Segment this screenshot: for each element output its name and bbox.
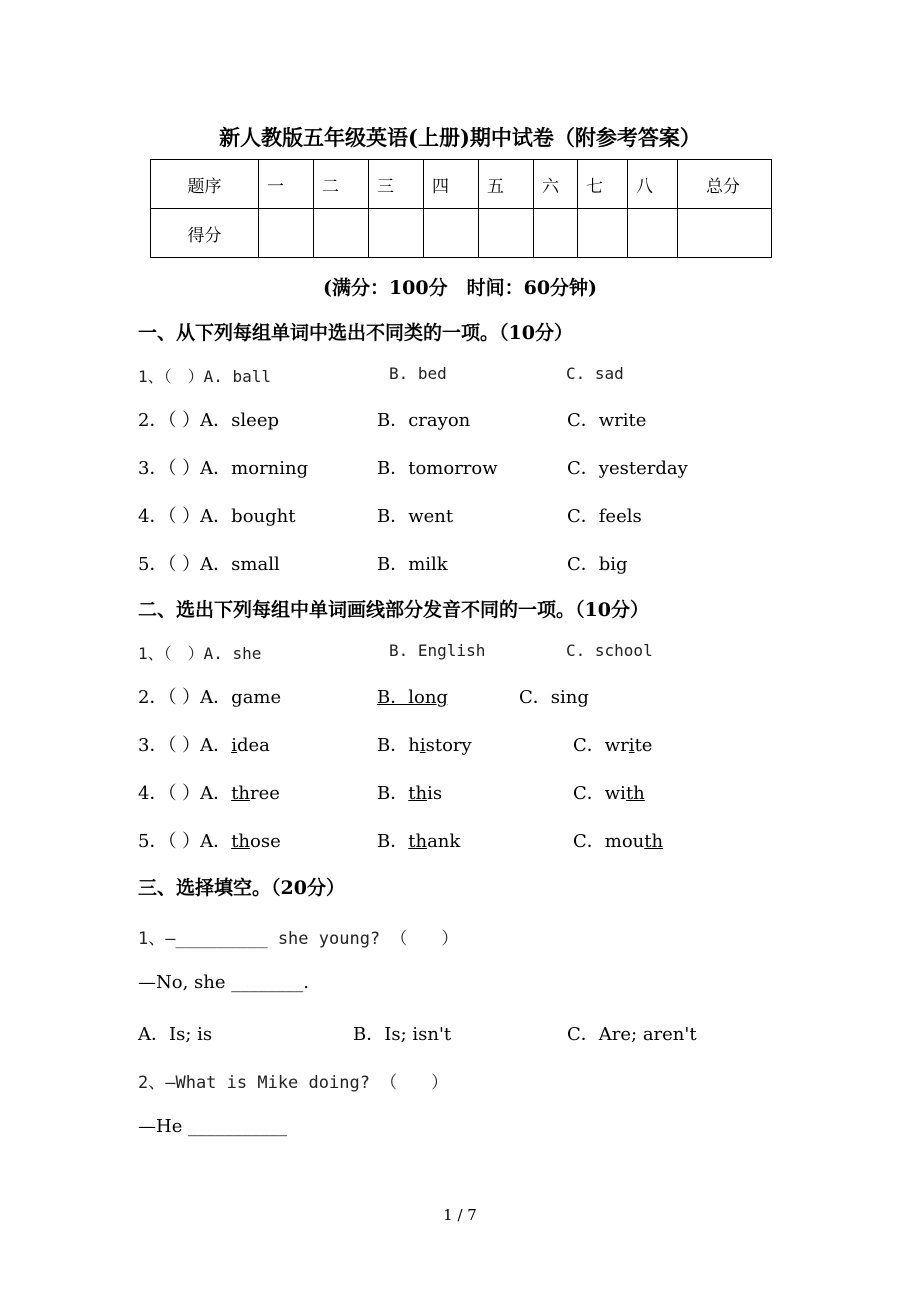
s2-q4-a-underline: th <box>231 783 251 804</box>
exam-meta: (满分：100分 时间：60分钟) <box>322 277 598 299</box>
s2-q4-b-post: is <box>427 783 443 804</box>
s1-q3-a: 3．（ ）A．morning <box>138 458 309 479</box>
s2-q5-c <box>573 827 663 853</box>
s2-q1-a: 1、（ ）A. she <box>138 644 262 663</box>
score-header-cell: 八 <box>628 160 678 209</box>
s2-q2-c: C．sing <box>519 687 589 708</box>
s1-q5-c: C．big <box>567 554 628 575</box>
score-input-cell[interactable] <box>369 209 424 258</box>
s2-q5-a-pre: 5．（ ）A． <box>138 831 232 852</box>
s2-q2-b <box>377 683 448 709</box>
score-table <box>150 159 772 258</box>
s2-q3-a-pre: 3．（ ）A． <box>138 735 232 756</box>
s2-q4-c <box>573 779 645 805</box>
s2-q5-a <box>138 827 281 853</box>
s2-q4-a-pre: 4．（ ）A． <box>138 783 232 804</box>
s2-q3-b <box>377 731 472 757</box>
score-header-cell: 四 <box>424 160 479 209</box>
s3-q2-answer-line: —He ___________ <box>138 1116 288 1137</box>
section-3-heading: 三、选择填空。（20分） <box>138 877 345 899</box>
s1-q2-a: 2．（ ）A．sleep <box>138 410 279 431</box>
score-input-cell[interactable] <box>578 209 628 258</box>
score-input-cell[interactable] <box>628 209 678 258</box>
score-input-cell[interactable] <box>424 209 479 258</box>
s2-q1-c: C. school <box>566 641 653 660</box>
score-row-label: 得分 <box>151 209 259 258</box>
s3-q1-option-b: B．Is; isn't <box>353 1024 452 1045</box>
score-header-cell: 七 <box>578 160 628 209</box>
s2-q4-b-pre: B． <box>377 783 409 804</box>
score-input-cell[interactable] <box>534 209 578 258</box>
s2-q5-c-pre: C．mou <box>573 831 645 852</box>
s2-q2-a: 2．（ ）A．game <box>138 687 282 708</box>
s2-q3-b-post: story <box>425 735 472 756</box>
score-header-cell: 五 <box>479 160 534 209</box>
s2-q5-a-underline: th <box>231 831 251 852</box>
s2-q5-c-underline: th <box>644 831 664 852</box>
s1-q2-b: B．crayon <box>377 410 471 431</box>
s1-q3-b: B．tomorrow <box>377 458 498 479</box>
s2-q5-b <box>377 827 460 853</box>
s2-q5-b-post: ank <box>427 831 461 852</box>
s3-q1-answer-line: —No, she ________. <box>138 972 309 993</box>
s2-q4-c-pre: C．wi <box>573 783 626 804</box>
s1-q1-a: 1、（ ）A. ball <box>138 367 272 386</box>
s2-q3-a-underline: i <box>231 735 237 756</box>
s2-q3-c <box>573 731 652 757</box>
score-header-cell: 二 <box>314 160 369 209</box>
score-header-cell: 六 <box>534 160 578 209</box>
s2-q5-a-post: ose <box>250 831 281 852</box>
s2-q3-c-pre: C．wr <box>573 735 629 756</box>
s3-q1-question: 1、—_________ she young? （ ） <box>138 929 459 949</box>
s2-q3-a-post: dea <box>236 735 270 756</box>
score-table-score-row <box>151 209 772 258</box>
score-header-cell: 总分 <box>678 160 772 209</box>
s2-q3-c-post: te <box>634 735 653 756</box>
s3-q1-option-a: A．Is; is <box>138 1024 213 1045</box>
s3-q2-question: 2、—What is Mike doing? （ ） <box>138 1073 449 1093</box>
section-1-heading: 一、从下列每组单词中选出不同类的一项。（10分） <box>138 322 573 344</box>
s1-q5-b: B．milk <box>377 554 448 575</box>
s1-q5-a: 5．（ ）A．small <box>138 554 280 575</box>
s2-q2-b-text: B．long <box>377 687 448 708</box>
s1-q4-b: B．went <box>377 506 454 527</box>
s1-q4-c: C．feels <box>567 506 642 527</box>
s2-q4-c-underline: th <box>625 783 645 804</box>
page-number: 1 / 7 <box>443 1206 477 1224</box>
s2-q4-b-underline: th <box>408 783 428 804</box>
s2-q4-a <box>138 779 280 805</box>
s2-q3-a <box>138 731 270 757</box>
s1-q3-c: C．yesterday <box>567 458 688 479</box>
s2-q4-a-post: ree <box>250 783 280 804</box>
s2-q4-b <box>377 779 442 805</box>
s1-q1-c: C. sad <box>566 364 624 383</box>
score-header-cell: 三 <box>369 160 424 209</box>
s2-q5-b-underline: th <box>408 831 428 852</box>
score-header-cell: 一 <box>259 160 314 209</box>
page-title: 新人教版五年级英语(上册)期中试卷（附参考答案） <box>219 125 701 150</box>
s2-q3-c-underline: i <box>628 735 635 756</box>
score-header-cell: 题序 <box>151 160 259 209</box>
score-input-cell[interactable] <box>314 209 369 258</box>
s3-q1-option-c: C．Are; aren't <box>567 1024 697 1045</box>
section-2-heading: 二、选出下列每组中单词画线部分发音不同的一项。（10分） <box>138 599 649 621</box>
s2-q3-b-pre: B．h <box>377 735 420 756</box>
s1-q1-b: B. bed <box>389 364 447 383</box>
s2-q5-b-pre: B． <box>377 831 409 852</box>
s2-q3-b-underline: i <box>419 735 426 756</box>
s1-q4-a: 4．（ ）A．bought <box>138 506 296 527</box>
s1-q2-c: C．write <box>567 410 647 431</box>
score-table-header-row <box>151 160 772 209</box>
score-input-cell[interactable] <box>259 209 314 258</box>
score-input-cell[interactable] <box>678 209 772 258</box>
score-input-cell[interactable] <box>479 209 534 258</box>
s2-q1-b: B. English <box>389 641 486 660</box>
